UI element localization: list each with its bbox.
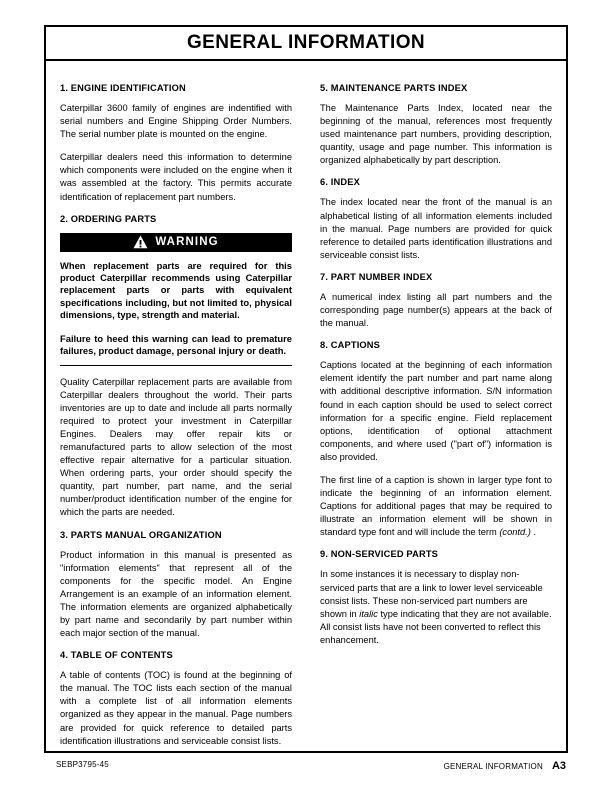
section-heading-part-number-index: 7. PART NUMBER INDEX <box>320 271 433 282</box>
two-column-body <box>46 61 566 753</box>
section9-paragraph-1 <box>320 568 552 647</box>
section9-italic-emphasis: italic <box>359 608 378 619</box>
footer-document-number: SEBP3795-45 <box>56 760 109 769</box>
footer-section-name: GENERAL INFORMATION <box>443 762 543 771</box>
section2-paragraph-1: Quality Caterpillar replacement parts are available from Caterpillar dealers throughout the world. Their parts inventories are up to date and include all parts normally required to protect your investment in Caterpillar Engines. Dealers may offer repair kits or remanufactured parts to allow selection of the most effective repair alternative for a particular situation. When ordering parts, your order should specify the quantity, part number, part name, and the serial number/product identification number of the engine for which the parts are needed. <box>60 376 292 518</box>
section-heading-captions: 8. CAPTIONS <box>320 340 381 351</box>
page-title-band <box>46 27 566 61</box>
left-column <box>60 83 306 753</box>
section1-paragraph-1: Caterpillar 3600 family of engines are indentified with serial numbers and Engine Shipping Order Numbers. The serial number plate is mounted on the engine. <box>60 103 292 140</box>
warning-paragraph-1: When replacement parts are required for this product Caterpillar recommends using Caterpillar replacement parts or parts with equivalent specifications including, but not limited to, physical dimensions, type, strength and material. <box>60 259 292 321</box>
section9-paragraph-1-text-before: In some instances it is necessary to display non-serviced parts that are a link to lower level serviceable consist lists. These non-serviced part numbers are shown in <box>320 569 543 619</box>
section8-paragraph-2-text-after: . <box>530 527 537 538</box>
section8-contd-italic: (contd.) <box>499 527 531 538</box>
warning-label: WARNING <box>155 236 219 249</box>
section8-paragraph-2 <box>320 474 552 539</box>
section8-paragraph-1: Captions located at the beginning of each information element identify the part number and part name along with additional descriptive information. S/N information found in each caption should be used to select correct information for a specific engine. Field replacement options, identification of optional attachment components, and where used ("part of") information is also provided. <box>320 360 552 462</box>
warning-body <box>60 252 292 358</box>
warning-notice-box <box>60 233 292 366</box>
section8-paragraph-2-text-before: The first line of a caption is shown in larger type font to indicate the beginning of an information element. Captions for additional pages that may be required to illustrate an information element will be shown in standard type font and will include the term <box>320 474 552 538</box>
section-heading-index: 6. INDEX <box>320 177 360 188</box>
page-footer <box>44 760 568 778</box>
section5-paragraph-1: The Maintenance Parts Index, located near the beginning of the manual, references most frequently used maintenance part numbers, providing description, quantity, usage and page number. This information is organized alphabetically by part description. <box>320 103 552 166</box>
section9-paragraph-1-text-after: type indicating that they are not available. All consist lists have not been converted to reflect this enhancement. <box>320 608 552 645</box>
section-heading-parts-manual-organization: 3. PARTS MANUAL ORGANIZATION <box>60 529 222 540</box>
section-heading-engine-identification: 1. ENGINE IDENTIFICATION <box>60 83 186 93</box>
warning-paragraph-2: Failure to heed this warning can lead to premature failures, product damage, personal injury or death. <box>60 332 292 357</box>
warning-bottom-rule <box>60 365 292 366</box>
footer-page-number: A3 <box>551 760 566 772</box>
section-heading-table-of-contents: 4. TABLE OF CONTENTS <box>60 650 173 661</box>
section4-paragraph-1: A table of contents (TOC) is found at the beginning of the manual. The TOC lists each section of the manual with a complete list of all information elements organized as they appear in the manual. Page numbers are provided for quick reference to detailed parts identification illustrations and serviceable consist lists. <box>60 670 292 746</box>
right-column <box>306 83 552 753</box>
section7-paragraph-1: A numerical index listing all part numbers and the corresponding page number(s) appears at the back of the manual. <box>320 291 552 329</box>
document-page-frame <box>44 25 568 753</box>
section-heading-ordering-parts: 2. ORDERING PARTS <box>60 213 157 224</box>
section3-paragraph-1: Product information in this manual is presented as "information elements" that represent all of the components for the specific model. An Engine Arrangement is an example of an information element. The information elements are organized alphabetically by part name and secondarily by part number within each major section of the manual. <box>60 549 292 639</box>
warning-bar <box>60 233 292 252</box>
section-heading-maintenance-parts-index: 5. MAINTENANCE PARTS INDEX <box>320 83 468 93</box>
page-title: GENERAL INFORMATION <box>186 32 426 53</box>
warning-triangle-icon <box>133 235 148 249</box>
section-heading-non-serviced-parts: 9. NON-SERVICED PARTS <box>320 549 439 560</box>
footer-right-group <box>444 760 566 772</box>
section6-paragraph-1: The index located near the front of the manual is an alphabetical listing of all information elements included in the manual. Page numbers are provided for quick reference to detailed parts identification illustrations and serviceable consist lists. <box>320 197 552 260</box>
section1-paragraph-2: Caterpillar dealers need this information to determine which components were included on the engine when it was assembled at the factory. This permits accurate identification of replacement part numbers. <box>60 152 292 202</box>
